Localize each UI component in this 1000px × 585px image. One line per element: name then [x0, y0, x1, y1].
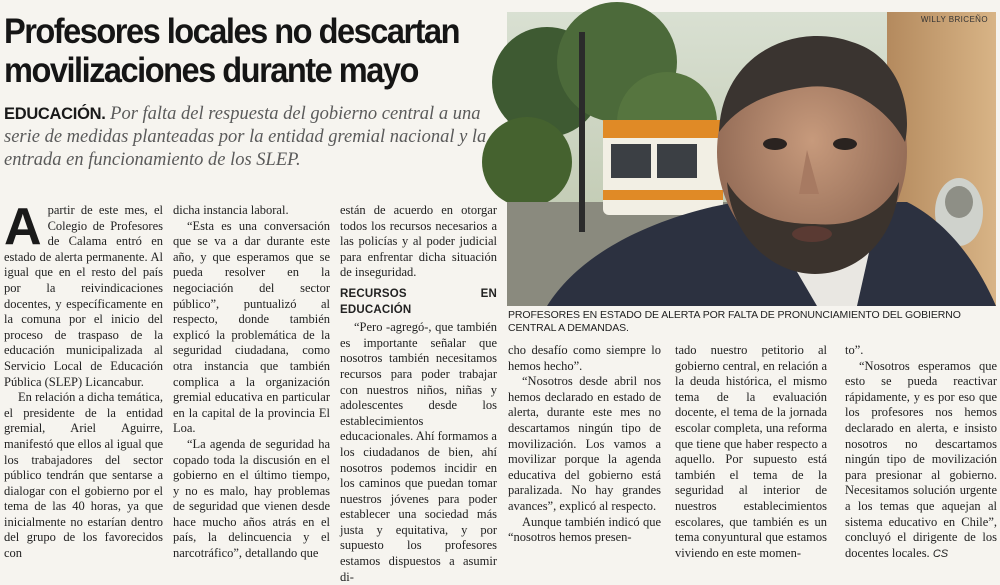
col4-paragraph-3: Aunque también indicó que “nosotros hemos presen-: [508, 514, 661, 545]
col4-paragraph-1: cho desafío como siempre lo hemos hecho”.: [508, 343, 661, 373]
photo-caption: PROFESORES EN ESTADO DE ALERTA POR FALTA DE PRONUNCIAMIENTO DEL GOBIERNO CENTRAL A DEMANDAS.: [508, 309, 961, 334]
author-endmark: CS: [932, 547, 949, 560]
drop-cap: A: [4, 198, 42, 256]
photo-credit: WILLY BRICEÑO: [920, 15, 988, 24]
headline-line-2: movilizaciones durante mayo: [4, 51, 418, 90]
body-column-5: [675, 343, 827, 561]
article-headline: [4, 12, 469, 90]
section-subhead: RECURSOS EN EDUCACIÓN: [340, 287, 497, 316]
lead-kicker: EDUCACIÓN.: [4, 105, 106, 123]
headline-line-1: Profesores locales no descartan: [4, 12, 460, 51]
lead-text: Por falta del respuesta del gobierno central a una serie de medidas planteadas por la entidad gremial nacional y la entrada en funcionamiento de los SLEP.: [4, 104, 487, 170]
col2-paragraph-2: “Esta es una conversación que se va a dar durante este año, y que esperamos que se pueda resolver en la negociación del sector público”, puntualizó al respecto, donde también explicó la problemática de la seguridad ciudadana, como otra instancia que también complica a la organización gremial educativa en particular en la capital de la provincia El Loa.: [173, 218, 330, 436]
body-column-4: [508, 343, 661, 546]
photo-image: [507, 12, 996, 306]
body-column-6: [845, 343, 997, 562]
col2-paragraph-3: “La agenda de seguridad ha copado toda la discusión en el gobierno en el último tiempo, y no es malo, hay problemas de seguridad que vienen desde hace mucho años atrás en el país, la delincuencia y el narcotráfico”, detallando que: [173, 436, 330, 561]
col2-paragraph-1: dicha instancia laboral.: [173, 203, 289, 217]
article-photo: [507, 12, 996, 306]
col3-paragraph-2: “Pero -agregó-, que también es importante señalar que nosotros también necesitamos recursos para poder trabajar con nuestros niños, niñas y adolescentes desde los establecimientos educacionales. Ahí formamos a los ciudadanos de bien, ahí nosotros podemos incidir en los caminos que puedan tomar nuestros jóvenes para poder establecer una sociedad más justa y equitativa, y por supuesto los profesores estamos dispuestos a asumir di-: [340, 320, 497, 584]
body-column-1: [4, 198, 163, 562]
col6-paragraph-1: to”.: [845, 343, 864, 357]
body-column-3: [340, 203, 497, 585]
col1-paragraph-1: partir de este mes, el Colegio de Profesores de Calama entró en estado de alerta permanente. Al igual que en el resto del país por la reivindicaciones docentes, y específicamente en la comuna por el inicio del proceso de traspaso de la educación municipalizada al Servicio Local de Educación Pública (SLEP) Licancabur.: [4, 203, 163, 389]
col4-paragraph-2: “Nosotros desde abril nos hemos declarado en estado de alerta, durante este mes no descartamos ningún tipo de movilización. Los vamos a movilizar porque la agenda educativa del gobierno está paralizada. No hay grandes avances”, explicó al respecto.: [508, 374, 661, 513]
col6-paragraph-2: [845, 359, 997, 563]
article-lead: [4, 103, 504, 172]
col5-paragraph-1: tado nuestro petitorio al gobierno central, en relación a la deuda histórica, el mismo tema de la evaluación docente, el tema de la jornada escolar completa, una reforma que tiene que haber respecto a aquello. Por supuesto está también el tema de la seguridad al interior de nuestros establecimientos escolares, que también es un tema conyuntural que estamos viviendo en este momen-: [675, 343, 827, 560]
body-column-2: [173, 203, 330, 562]
col6-paragraph-2-text: “Nosotros esperamos que esto se pueda reactivar rápidamente, y es por eso que los profesores nos hemos declarado en alerta, e insisto nosotros no descartamos ningún tipo de movilización para presionar al gobierno. Necesitamos solución urgente a los temas que aquejan al sistema educativo en Chile”, concluyó el dirigente de los docentes locales.: [845, 358, 997, 560]
col3-paragraph-1: están de acuerdo en otorgar todos los recursos necesarios a las policías y al poder judicial para enfrentar dicha situación de inseguridad.: [340, 203, 497, 280]
col1-paragraph-2: En relación a dicha temática, el presidente de la entidad gremial, Ariel Aguirre, manifestó que ellos al igual que los trabajadores del sector público tendrán que sentarse a dialogar con el gobierno por el tema de las 40 horas, ya que inicialmente no estarían dentro del grupo de los favorecidos con: [4, 390, 163, 561]
